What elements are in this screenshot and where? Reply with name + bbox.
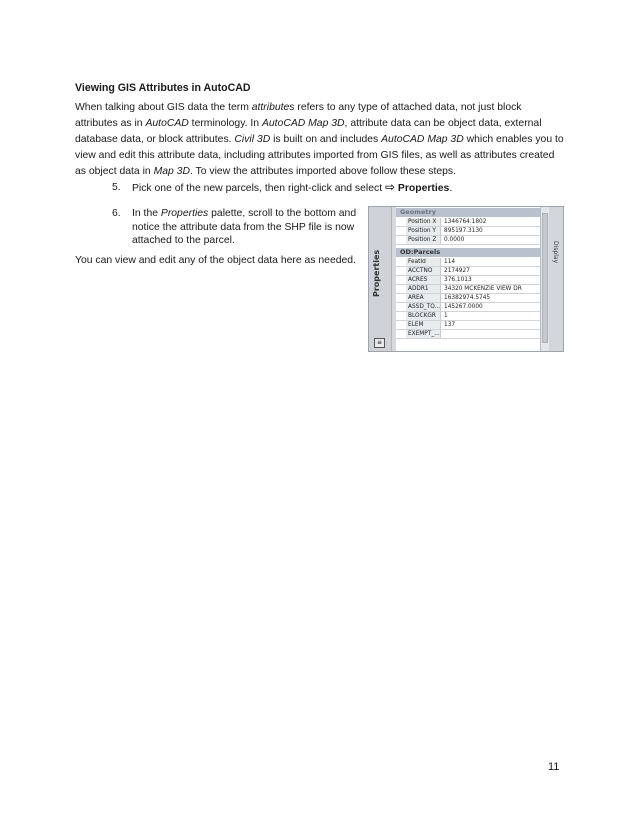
text-run: . [449, 183, 453, 194]
closing-sentence: You can view and edit any of the object data here as needed. [75, 255, 356, 266]
text-run: which enables you to view and edit this attribute data, including attributes imported from GIS files, as well as attributes created as object data in [75, 134, 564, 177]
display-tab-label: Display [552, 241, 559, 264]
text-run: In the [132, 208, 161, 219]
text-run: is built on and includes [270, 134, 382, 145]
property-grid [396, 207, 540, 351]
property-row [396, 236, 540, 245]
text-run: palette, scroll to the bottom and notice the attribute data from the SHP file is now attached to the parcel. [132, 208, 357, 246]
palette-right-strip [549, 207, 563, 351]
scrollbar-thumb [542, 213, 548, 343]
property-row [396, 312, 540, 321]
property-key: FeatId [406, 258, 441, 266]
text-run: refers to any type of attached data, not just block attributes as in [75, 102, 522, 129]
palette-side-label: Properties [372, 249, 381, 297]
property-key: EXEMPT_... [408, 331, 440, 337]
property-value: 0.0000 [444, 237, 465, 243]
property-value: 16382974.5745 [444, 295, 491, 301]
step-text [132, 181, 452, 196]
property-key: BLOCKGR [406, 312, 441, 320]
bold-term: Properties [397, 183, 450, 194]
property-row [396, 267, 540, 276]
property-row [396, 294, 540, 303]
property-key: ELEM [406, 321, 441, 329]
arrow-icon: ⇨ [384, 180, 396, 194]
property-value: 376.1013 [444, 277, 472, 283]
property-row [396, 303, 540, 312]
step-text [132, 207, 358, 248]
property-value: 137 [444, 322, 456, 328]
property-value: 34320 MCKENZIE VIEW DR [444, 286, 522, 292]
italic-term: attributes [251, 102, 295, 113]
property-key: ASSD_TO... [408, 304, 441, 310]
text-run: Pick one of the new parcels, then right-click and select [132, 183, 385, 194]
property-value: 2174927 [444, 268, 470, 274]
property-key: ADDR1 [406, 285, 441, 293]
property-key: Position X [406, 218, 441, 226]
property-row [396, 258, 540, 267]
palette-side-strip [369, 207, 392, 351]
property-value: 1 [444, 313, 448, 319]
intro-paragraph [75, 100, 565, 180]
property-value: 114 [444, 259, 456, 265]
property-value: 1346764.1802 [444, 219, 487, 225]
text-run: When talking about GIS data the term [75, 102, 252, 113]
property-value [443, 330, 540, 338]
property-key: AREA [406, 294, 441, 302]
italic-term: Map 3D [153, 166, 190, 177]
italic-term: AutoCAD [145, 118, 189, 129]
palette-menu-icon: ≡ [374, 338, 385, 348]
step-number: 6. [112, 208, 121, 219]
property-row [396, 227, 540, 236]
italic-term: AutoCAD Map 3D [261, 118, 345, 129]
property-key: ACRES [406, 276, 441, 284]
od-parcels-section-header: OD:Parcels [396, 248, 540, 257]
section-heading: Viewing GIS Attributes in AutoCAD [75, 82, 251, 94]
palette-scrollbar [540, 207, 549, 351]
property-key: Position Z [406, 236, 441, 244]
properties-palette-screenshot [368, 206, 564, 352]
property-value: 895197.3130 [444, 228, 483, 234]
geometry-section-header: Geometry [396, 208, 540, 217]
property-row [396, 330, 540, 339]
italic-term: Civil 3D [234, 134, 271, 145]
text-run: , attribute data can be object data, external database data, or block attributes. [75, 118, 542, 145]
property-key: Position Y [406, 227, 441, 235]
property-row [396, 321, 540, 330]
property-row [396, 276, 540, 285]
property-key: ACCTNO [406, 267, 441, 275]
italic-term: AutoCAD Map 3D [381, 134, 464, 145]
property-row [396, 285, 540, 294]
italic-term: Properties [160, 208, 209, 219]
text-run: terminology. In [188, 118, 262, 129]
page-number: 11 [548, 761, 560, 773]
text-run: . To view the attributes imported above follow these steps. [189, 166, 457, 177]
property-value: 145267.0000 [444, 304, 483, 310]
step-number: 5. [112, 182, 121, 193]
property-row [396, 218, 540, 227]
